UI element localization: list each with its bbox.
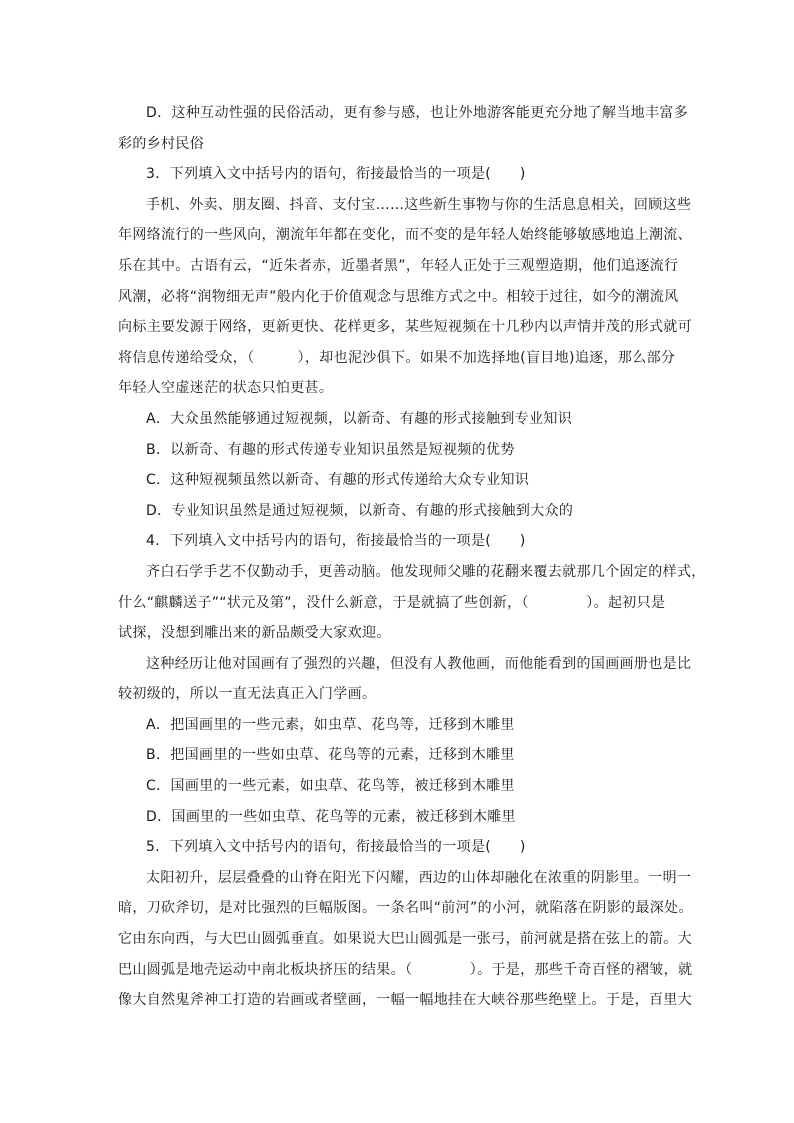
text-line: 5．下列填入文中括号内的语句，衔接最恰当的一项是( ) xyxy=(146,839,526,856)
text-line: 向标主要发源于网络，更新更快、花样更多，某些短视频在十几秒内以声情并茂的形式就可 xyxy=(118,319,692,336)
text-line: 4．下列填入文中括号内的语句，衔接最恰当的一项是( ) xyxy=(146,533,526,550)
text-line: A．大众虽然能够通过短视频，以新奇、有趣的形式接触到专业知识 xyxy=(146,410,573,427)
text-line: 年轻人空虚迷茫的状态只怕更甚。 xyxy=(118,380,334,397)
text-line: 这种经历让他对国画有了强烈的兴趣，但没有人教他画，而他能看到的国画画册也是比 xyxy=(146,655,692,672)
text-line: 乐在其中。古语有云，“近朱者赤，近墨者黑”，年轻人正处于三观塑造期，他们追逐流行 xyxy=(118,257,679,274)
text-line: 像大自然鬼斧神工打造的岩画或者壁画，一幅一幅地挂在大峡谷那些绝壁上。于是，百里大 xyxy=(118,992,692,1009)
text-line: 彩的乡村民俗 xyxy=(118,135,205,152)
text-line: 巴山圆弧是地壳运动中南北板块挤压的结果。（ ）。于是，那些千奇百怪的褶皱，就 xyxy=(118,961,693,978)
text-line: 什么“麒麟送子”“状元及第”，没什么新意，于是就搞了些创新，（ ）。起初只是 xyxy=(118,594,666,611)
text-line: 手机、外卖、朋友圈、抖音、支付宝……这些新生事物与你的生活息息相关，回顾这些 xyxy=(146,196,692,213)
text-line: 年网络流行的一些风向，潮流年年都在变化，而不变的是年轻人始终能够敏感地追上潮流、 xyxy=(118,227,692,244)
text-line: 它由东向西，与大巴山圆弧垂直。如果说大巴山圆弧是一张弓，前河就是搭在弦上的箭。大 xyxy=(118,931,692,948)
text-line: D．这种互动性强的民俗活动，更有参与感，也让外地游客能更充分地了解当地丰富多 xyxy=(146,105,689,121)
document-body xyxy=(118,98,706,1016)
text-line: A．把国画里的一些元素，如虫草、花鸟等，迁移到木雕里 xyxy=(146,716,515,733)
text-line: 暗，刀砍斧切，是对比强烈的巨幅版图。一条名叫“前河”的小河，就陷落在阴影的最深处。 xyxy=(118,900,693,917)
text-line: 3．下列填入文中括号内的语句，衔接最恰当的一项是( ) xyxy=(146,166,526,183)
text-line: 齐白石学手艺不仅勤动手，更善动脑。他发现师父雕的花翻来覆去就那几个固定的样式， xyxy=(146,563,706,580)
text-line: B．以新奇、有趣的形式传递专业知识虽然是短视频的优势 xyxy=(146,441,515,458)
text-line: 将信息传递给受众，（ ），却也泥沙俱下。如果不加选择地(盲目地)追逐，那么部分 xyxy=(118,349,676,366)
text-line: B．把国画里的一些如虫草、花鸟等的元素，迁移到木雕里 xyxy=(146,747,515,764)
text-line: 太阳初升，层层叠叠的山脊在阳光下闪耀，西边的山体却融化在浓重的阴影里。一明一 xyxy=(146,869,692,886)
text-line: 试探，没想到雕出来的新品颇受大家欢迎。 xyxy=(118,625,391,642)
text-line: D．专业知识虽然是通过短视频，以新奇、有趣的形式接触到大众的 xyxy=(146,502,574,519)
text-line: D．国画里的一些如虫草、花鸟等的元素，被迁移到木雕里 xyxy=(146,808,516,825)
text-line: C．这种短视频虽然以新奇、有趣的形式传递给大众专业知识 xyxy=(146,472,530,489)
text-line: 风潮，必将“润物细无声”般内化于价值观念与思维方式之中。相较于过往，如今的潮流风 xyxy=(118,288,679,305)
text-line: 较初级的，所以一直无法真正入门学画。 xyxy=(118,686,377,703)
text-line: C．国画里的一些元素，如虫草、花鸟等，被迁移到木雕里 xyxy=(146,778,515,795)
